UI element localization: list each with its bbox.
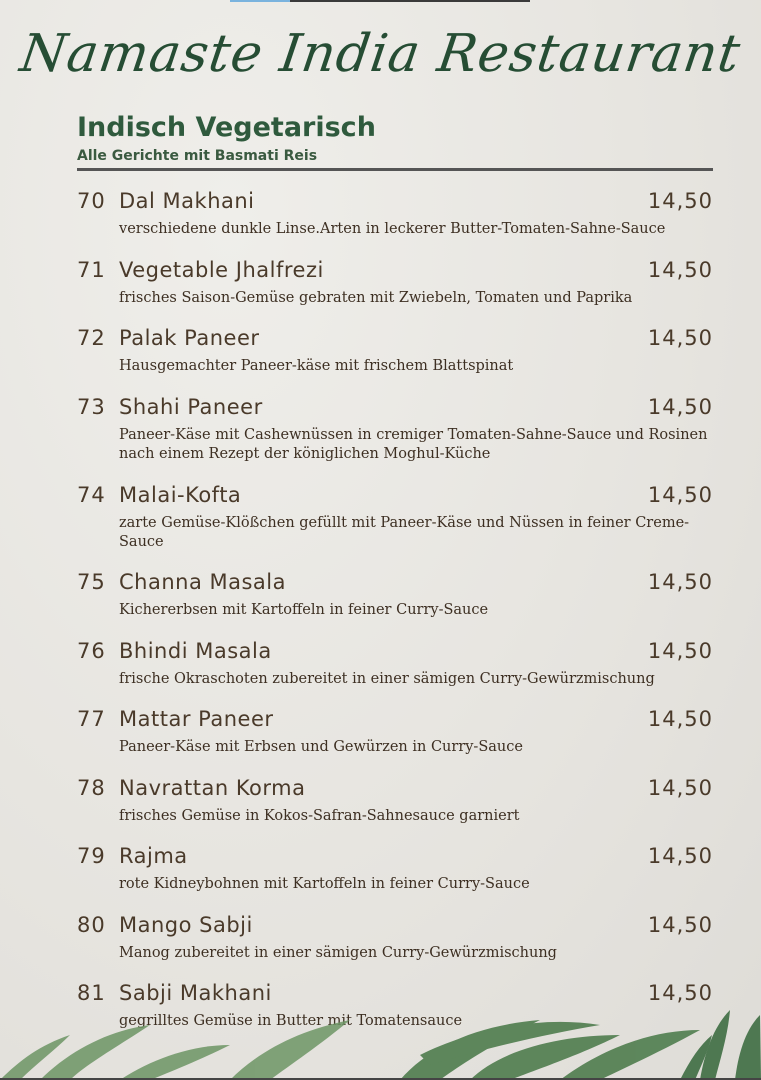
item-description: Hausgemachter Paneer-käse mit frischem Blattspinat: [119, 358, 514, 374]
item-description: Paneer-Käse mit Erbsen und Gewürzen in Curry-Sauce: [119, 739, 523, 755]
menu-item: [77, 636, 713, 689]
item-name: Palak Paneer: [119, 326, 260, 350]
item-price: 14,50: [647, 189, 713, 213]
item-description: frisches Gemüse in Kokos-Safran-Sahnesauce garniert: [119, 808, 520, 824]
menu-item: [77, 255, 713, 308]
item-price: 14,50: [647, 913, 713, 937]
menu-item: [77, 186, 713, 239]
item-number: 80: [77, 913, 106, 937]
section-divider: [77, 168, 713, 171]
item-description: frisches Saison-Gemüse gebraten mit Zwiebeln, Tomaten und Paprika: [119, 290, 633, 306]
item-description: Manog zubereitet in einer sämigen Curry-Gewürzmischung: [119, 945, 557, 961]
item-price: 14,50: [647, 776, 713, 800]
menu-item: [77, 323, 713, 376]
item-price: 14,50: [647, 395, 713, 419]
item-number: 72: [77, 326, 106, 350]
item-description: rote Kidneybohnen mit Kartoffeln in feiner Curry-Sauce: [119, 876, 530, 892]
item-name: Malai-Kofta: [119, 483, 242, 507]
item-name: Dal Makhani: [119, 189, 255, 213]
item-name: Rajma: [119, 844, 188, 868]
item-description: frische Okraschoten zubereitet in einer sämigen Curry-Gewürzmischung: [119, 671, 655, 687]
section-title: Indisch Vegetarisch: [77, 112, 376, 143]
item-number: 70: [77, 189, 106, 213]
section-subtitle: Alle Gerichte mit Basmati Reis: [77, 148, 318, 164]
menu-item: [77, 480, 713, 552]
menu-item: [77, 910, 713, 963]
item-name: Sabji Makhani: [119, 981, 272, 1005]
menu-item: [77, 567, 713, 620]
menu-item: [77, 392, 713, 464]
top-border: [230, 0, 530, 2]
leaf-decoration: [0, 990, 761, 1080]
menu-item: [77, 841, 713, 894]
item-name: Channa Masala: [119, 570, 287, 594]
item-price: 14,50: [647, 570, 713, 594]
item-name: Shahi Paneer: [119, 395, 263, 419]
item-number: 76: [77, 639, 106, 663]
top-border-accent: [230, 0, 290, 2]
item-price: 14,50: [647, 981, 713, 1005]
item-name: Mattar Paneer: [119, 707, 274, 731]
item-number: 73: [77, 395, 106, 419]
item-name: Navrattan Korma: [119, 776, 306, 800]
item-description: Kichererbsen mit Kartoffeln in feiner Curry-Sauce: [119, 602, 489, 618]
item-number: 77: [77, 707, 106, 731]
item-number: 71: [77, 258, 106, 282]
item-price: 14,50: [647, 326, 713, 350]
item-number: 81: [77, 981, 106, 1005]
menu-item: [77, 704, 713, 757]
item-price: 14,50: [647, 844, 713, 868]
item-name: Vegetable Jhalfrezi: [119, 258, 324, 282]
item-description: gegrilltes Gemüse in Butter mit Tomatensauce: [119, 1013, 463, 1029]
section-header: [77, 110, 713, 165]
item-name: Bhindi Masala: [119, 639, 272, 663]
menu-item: [77, 773, 713, 826]
item-price: 14,50: [647, 483, 713, 507]
item-description: verschiedene dunkle Linse.Arten in leckerer Butter-Tomaten-Sahne-Sauce: [119, 221, 666, 237]
item-name: Mango Sabji: [119, 913, 253, 937]
item-price: 14,50: [647, 707, 713, 731]
item-number: 75: [77, 570, 106, 594]
item-price: 14,50: [647, 258, 713, 282]
item-number: 79: [77, 844, 106, 868]
item-description: Paneer-Käse mit Cashewnüssen in cremiger Tomaten-Sahne-Sauce und Rosinen nach einem Rezept der königlichen Moghul-Küche: [119, 427, 708, 462]
item-number: 78: [77, 776, 106, 800]
item-number: 74: [77, 483, 106, 507]
restaurant-title: Namaste India Restaurant: [16, 24, 745, 84]
item-description: zarte Gemüse-Klößchen gefüllt mit Paneer-Käse und Nüssen in feiner Creme-Sauce: [119, 515, 690, 550]
item-price: 14,50: [647, 639, 713, 663]
